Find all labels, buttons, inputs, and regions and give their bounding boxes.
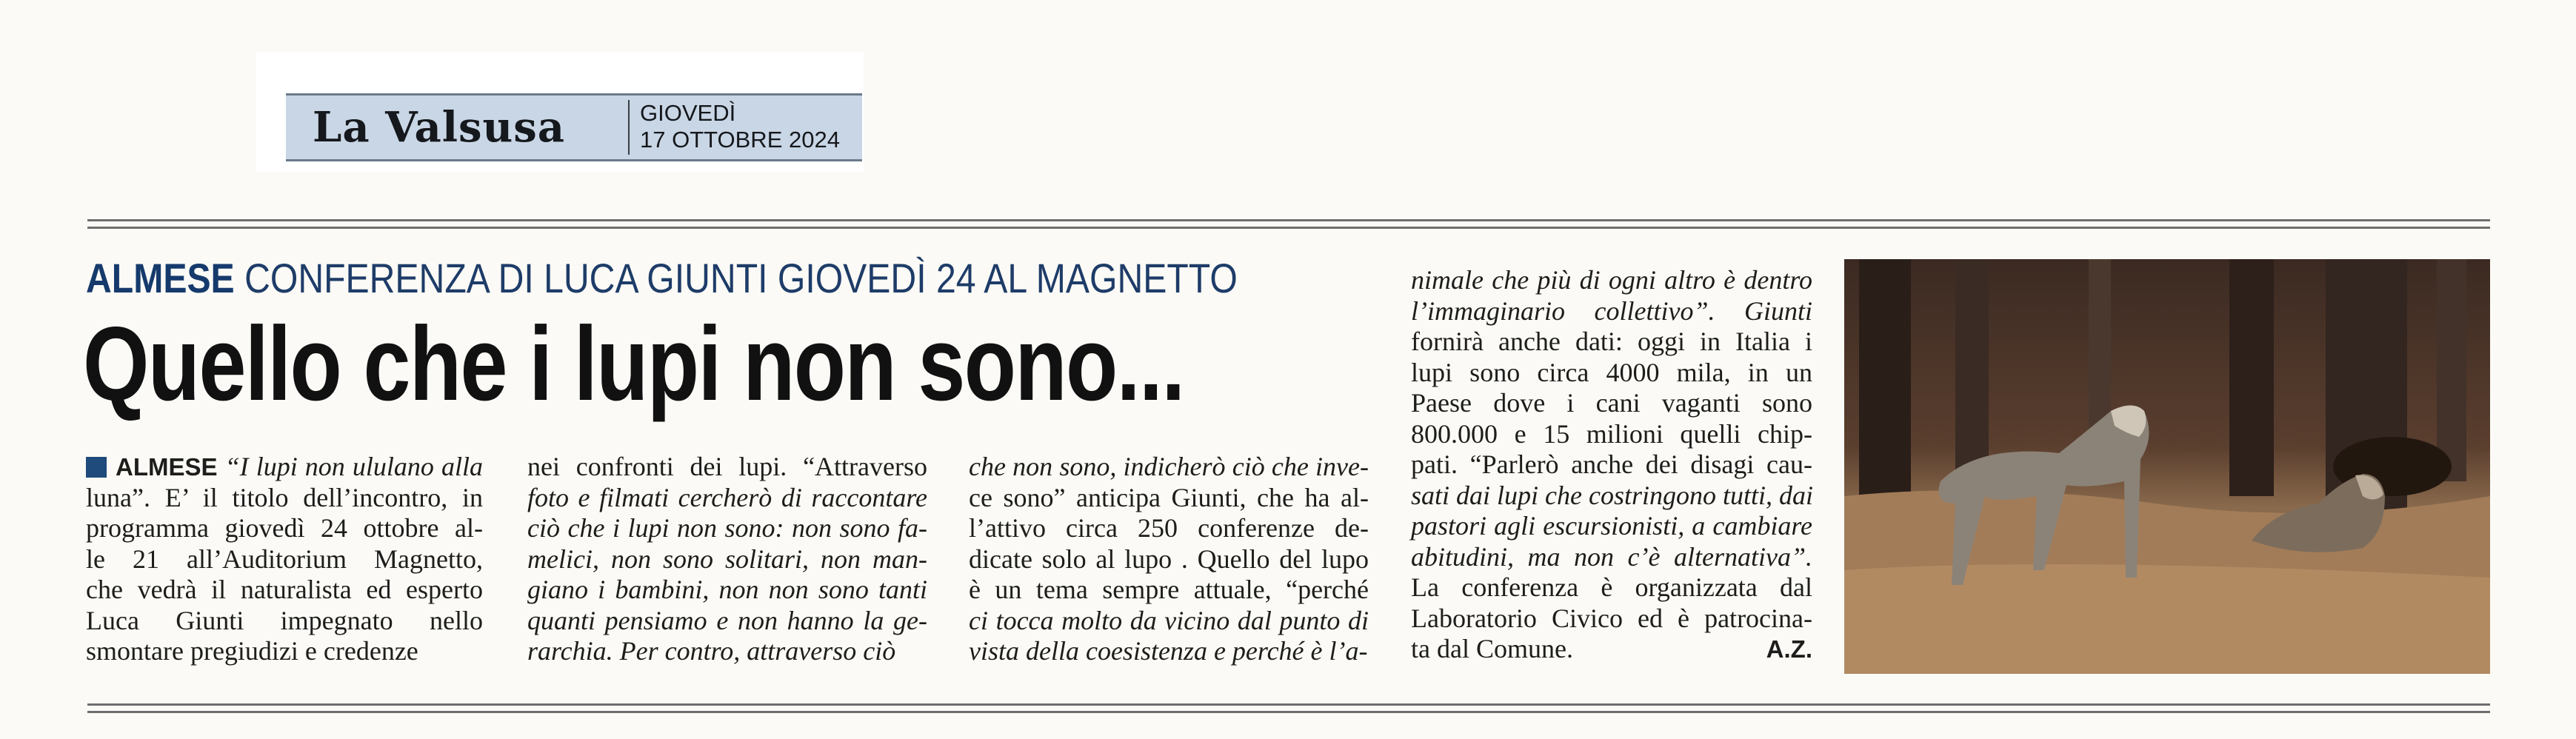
column-line: La conferenza è organizzata dal bbox=[1411, 572, 1812, 602]
column-line: ce sono” anticipa Giunti, che ha al- bbox=[969, 482, 1369, 512]
article-headline: Quello che i lupi non sono... bbox=[83, 305, 1184, 423]
issue-weekday: GIOVEDÌ bbox=[640, 100, 736, 126]
newspaper-logo: La Valsusa bbox=[313, 103, 566, 152]
column-line: Paese dove i cani vaganti sono bbox=[1411, 388, 1812, 418]
article-column-1 bbox=[86, 452, 483, 667]
kicker-text: CONFERENZA DI LUCA GIUNTI GIOVEDÌ 24 AL MAGNETTO bbox=[244, 255, 1238, 301]
column-line bbox=[86, 483, 483, 514]
column-line: l’immaginario collettivo”. Giunti bbox=[1411, 295, 1812, 326]
column-line: che non sono, indicherò ciò che inve- bbox=[969, 452, 1369, 481]
column-text: luna”. E’ il titolo dell’incontro, in bbox=[86, 482, 483, 512]
column-text: “I lupi non ululano alla bbox=[224, 452, 483, 481]
column-line: smontare pregiudizi e credenze bbox=[86, 636, 418, 666]
column-line bbox=[1411, 634, 1812, 665]
column-line: programma giovedì 24 ottobre al- bbox=[86, 513, 483, 543]
column-line: abitudini, ma non c’è alternativa”. bbox=[1411, 541, 1812, 572]
column-line: ci tocca molto da vicino dal punto di bbox=[969, 605, 1369, 635]
top-rule-thin bbox=[87, 227, 2490, 229]
issue-day: 17 OTTOBRE 2024 bbox=[640, 127, 840, 153]
masthead-bar bbox=[286, 93, 862, 161]
column-line: Luca Giunti impegnato nello bbox=[86, 605, 483, 635]
column-line: 800.000 e 15 milioni quelli chip- bbox=[1411, 418, 1812, 449]
column-line: nei confronti dei lupi. “Attraverso bbox=[527, 452, 927, 481]
kicker-place: ALMESE bbox=[86, 255, 235, 301]
column-line: foto e filmati cercherò di raccontare bbox=[527, 482, 927, 512]
masthead-divider bbox=[628, 100, 630, 155]
top-rule bbox=[87, 219, 2490, 221]
masthead bbox=[256, 52, 864, 172]
column-line: quanti pensiamo e non hanno la ge- bbox=[527, 605, 927, 635]
lead-place: ALMESE bbox=[116, 453, 218, 481]
column-line: sati dai lupi che costringono tutti, dai bbox=[1411, 480, 1813, 510]
article-kicker bbox=[86, 255, 1238, 302]
article-column-2 bbox=[527, 452, 927, 667]
column-line: lupi sono circa 4000 mila, in un bbox=[1411, 357, 1812, 387]
issue-date bbox=[640, 100, 840, 153]
column-line: è un tema sempre attuale, “perché bbox=[969, 575, 1369, 604]
wolves-in-forest-photo bbox=[1844, 259, 2490, 674]
column-line: melici, non sono solitari, non man- bbox=[527, 544, 927, 574]
column-line: fornirà anche dati: oggi in Italia i bbox=[1411, 327, 1812, 356]
column-line: l’attivo circa 250 conferenze de- bbox=[969, 513, 1369, 543]
article-column-3 bbox=[969, 452, 1369, 667]
column-line: ciò che i lupi non sono: non sono fa- bbox=[527, 513, 927, 543]
column-line: Laboratorio Civico ed è patrocina- bbox=[1411, 603, 1812, 633]
column-line: le 21 all’Auditorium Magnetto, bbox=[86, 544, 483, 574]
column-line: pastori agli escursionisti, a cambiare bbox=[1411, 511, 1812, 541]
section-square-icon bbox=[86, 457, 107, 478]
column-line bbox=[86, 452, 483, 483]
column-line: vista della coesistenza e perché è l’a- bbox=[969, 636, 1368, 666]
column-line: dicate solo al lupo . Quello del lupo bbox=[969, 544, 1369, 574]
column-line: che vedrà il naturalista ed esperto bbox=[86, 575, 483, 604]
bottom-rule-thin bbox=[87, 711, 2490, 713]
bottom-rule bbox=[87, 703, 2490, 706]
author-signature: A.Z. bbox=[1766, 635, 1812, 663]
column-text: ta dal Comune. bbox=[1411, 634, 1573, 663]
article-column-4 bbox=[1411, 265, 1812, 665]
column-line: rarchia. Per contro, attraverso ciò bbox=[527, 636, 896, 666]
column-line: giano i bambini, non non sono tanti bbox=[527, 575, 927, 604]
column-line: nimale che più di ogni altro è dentro bbox=[1411, 265, 1812, 295]
column-line: pati. “Parlerò anche dei disagi cau- bbox=[1411, 449, 1812, 479]
